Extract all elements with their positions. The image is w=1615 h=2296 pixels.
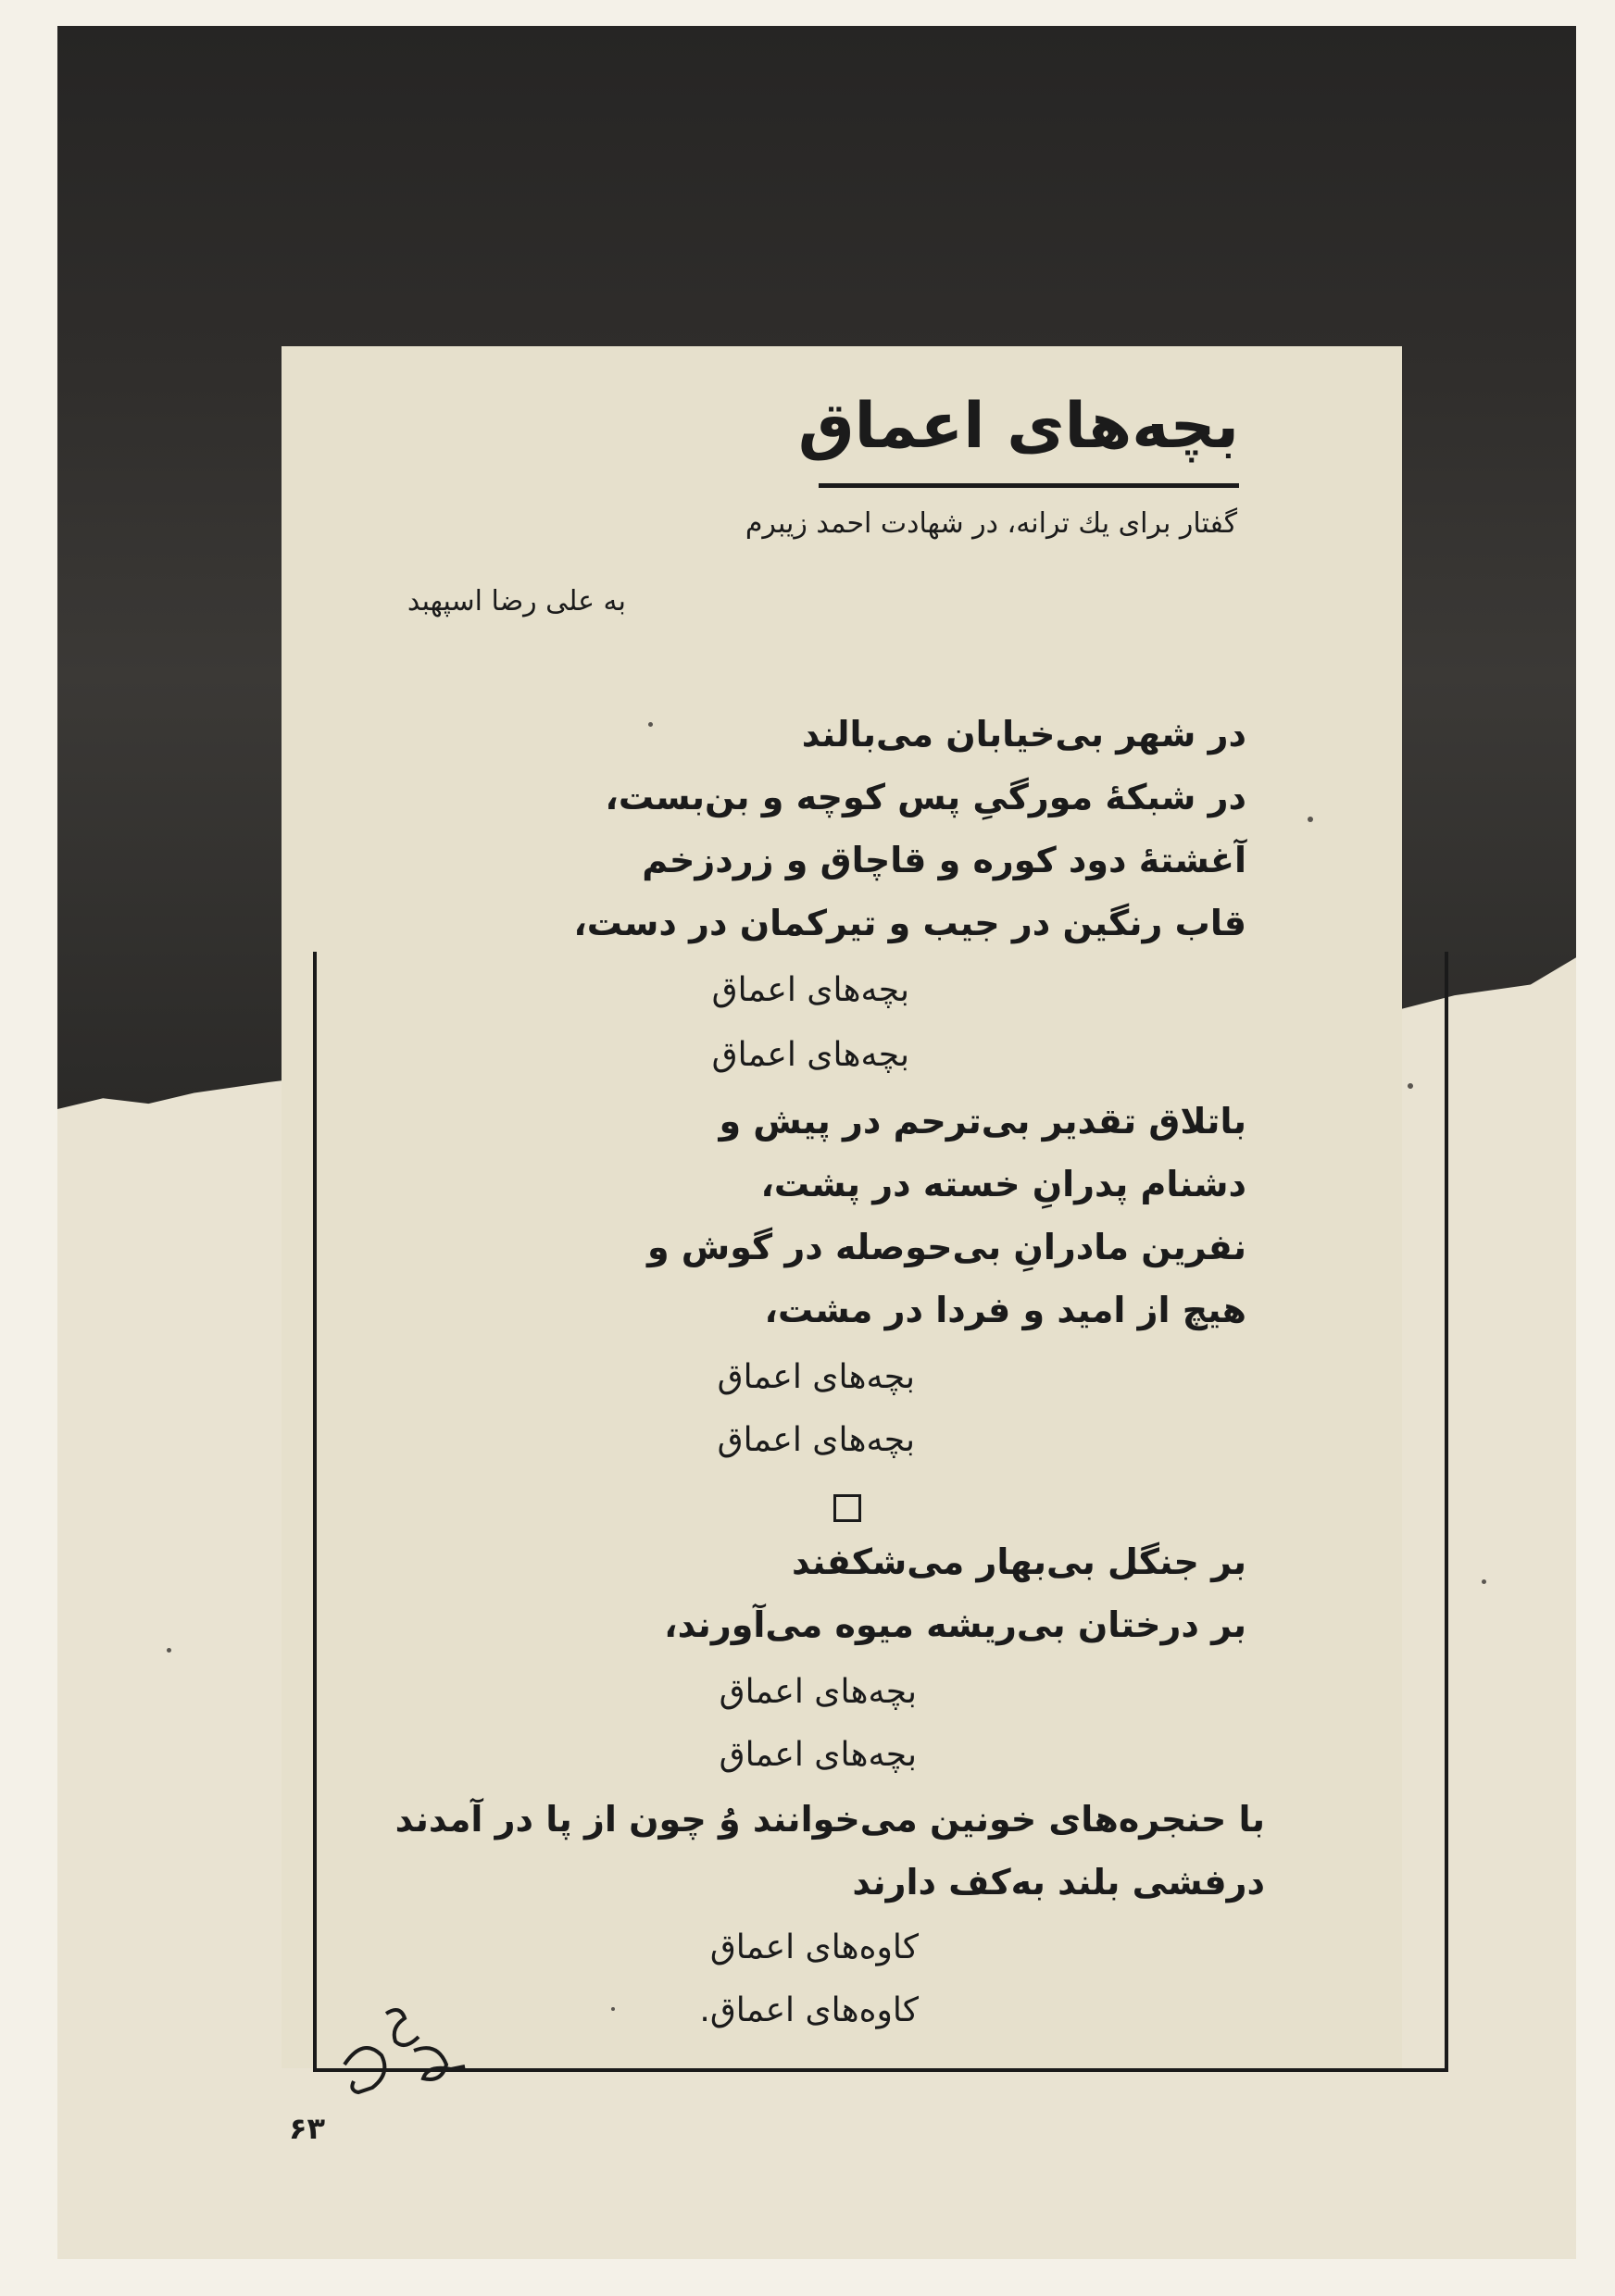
poem-line: آغشتهٔ دود کوره و قاچاق و زردزخم bbox=[642, 840, 1246, 880]
poem-line: دشنام پدرانِ خسته در پشت، bbox=[760, 1164, 1246, 1204]
paper-speck bbox=[611, 2007, 615, 2011]
page-number: ۶۳ bbox=[289, 2111, 326, 2146]
poem-refrain: بچه‌های اعماق bbox=[717, 1421, 915, 1459]
poem-line: بر درختان بی‌ریشه میوه می‌آورند، bbox=[664, 1604, 1246, 1645]
poem-refrain: کاوه‌های اعماق bbox=[709, 1928, 919, 1966]
poem-refrain: بچه‌های اعماق bbox=[711, 971, 909, 1009]
poem-refrain: بچه‌های اعماق bbox=[719, 1736, 917, 1774]
paper-speck bbox=[167, 1648, 171, 1653]
poem-refrain: بچه‌های اعماق bbox=[711, 1036, 909, 1074]
paper-speck bbox=[1308, 817, 1313, 822]
poem-refrain: کاوه‌های اعماق. bbox=[699, 1991, 919, 2029]
poem-dedication: به علی رضا اسپهبد bbox=[407, 585, 626, 618]
poem-line: قاب رنگین در جیب و تیرکمان در دست، bbox=[573, 903, 1246, 943]
poem-line: نفرین مادرانِ بی‌حوصله در گوش و bbox=[646, 1227, 1246, 1267]
poem-line: هیچ از امید و فردا در مشت، bbox=[764, 1290, 1246, 1330]
poem-refrain: بچه‌های اعماق bbox=[717, 1358, 915, 1396]
title-underline bbox=[819, 483, 1239, 488]
poem-subtitle: گفتار برای یك ترانه، در شهادت احمد زیبرم bbox=[745, 507, 1237, 540]
paper-speck bbox=[1482, 1579, 1486, 1584]
poem-line: در شهر بی‌خیابان می‌بالند bbox=[801, 714, 1246, 755]
poem-line: باتلاق تقدیر بی‌ترحم در پیش و bbox=[719, 1101, 1246, 1142]
paper-speck bbox=[648, 722, 653, 727]
poem-line: بر جنگل بی‌بهار می‌شکفند bbox=[792, 1541, 1246, 1582]
poem-line: در شبکهٔ مورگیِ پس کوچه و بن‌بست، bbox=[605, 777, 1246, 817]
poem-refrain: بچه‌های اعماق bbox=[719, 1673, 917, 1711]
poem-line: با حنجره‌های خونین می‌خوانند وُ چون از پا در آمدند bbox=[394, 1799, 1265, 1840]
handwritten-signature bbox=[335, 2000, 474, 2102]
stanza-break-square bbox=[833, 1494, 861, 1522]
poem-line: درفشی بلند به‌کف دارند bbox=[852, 1862, 1265, 1903]
poem-title: بچه‌های اعماق bbox=[797, 390, 1239, 463]
paper-speck bbox=[1408, 1083, 1413, 1089]
